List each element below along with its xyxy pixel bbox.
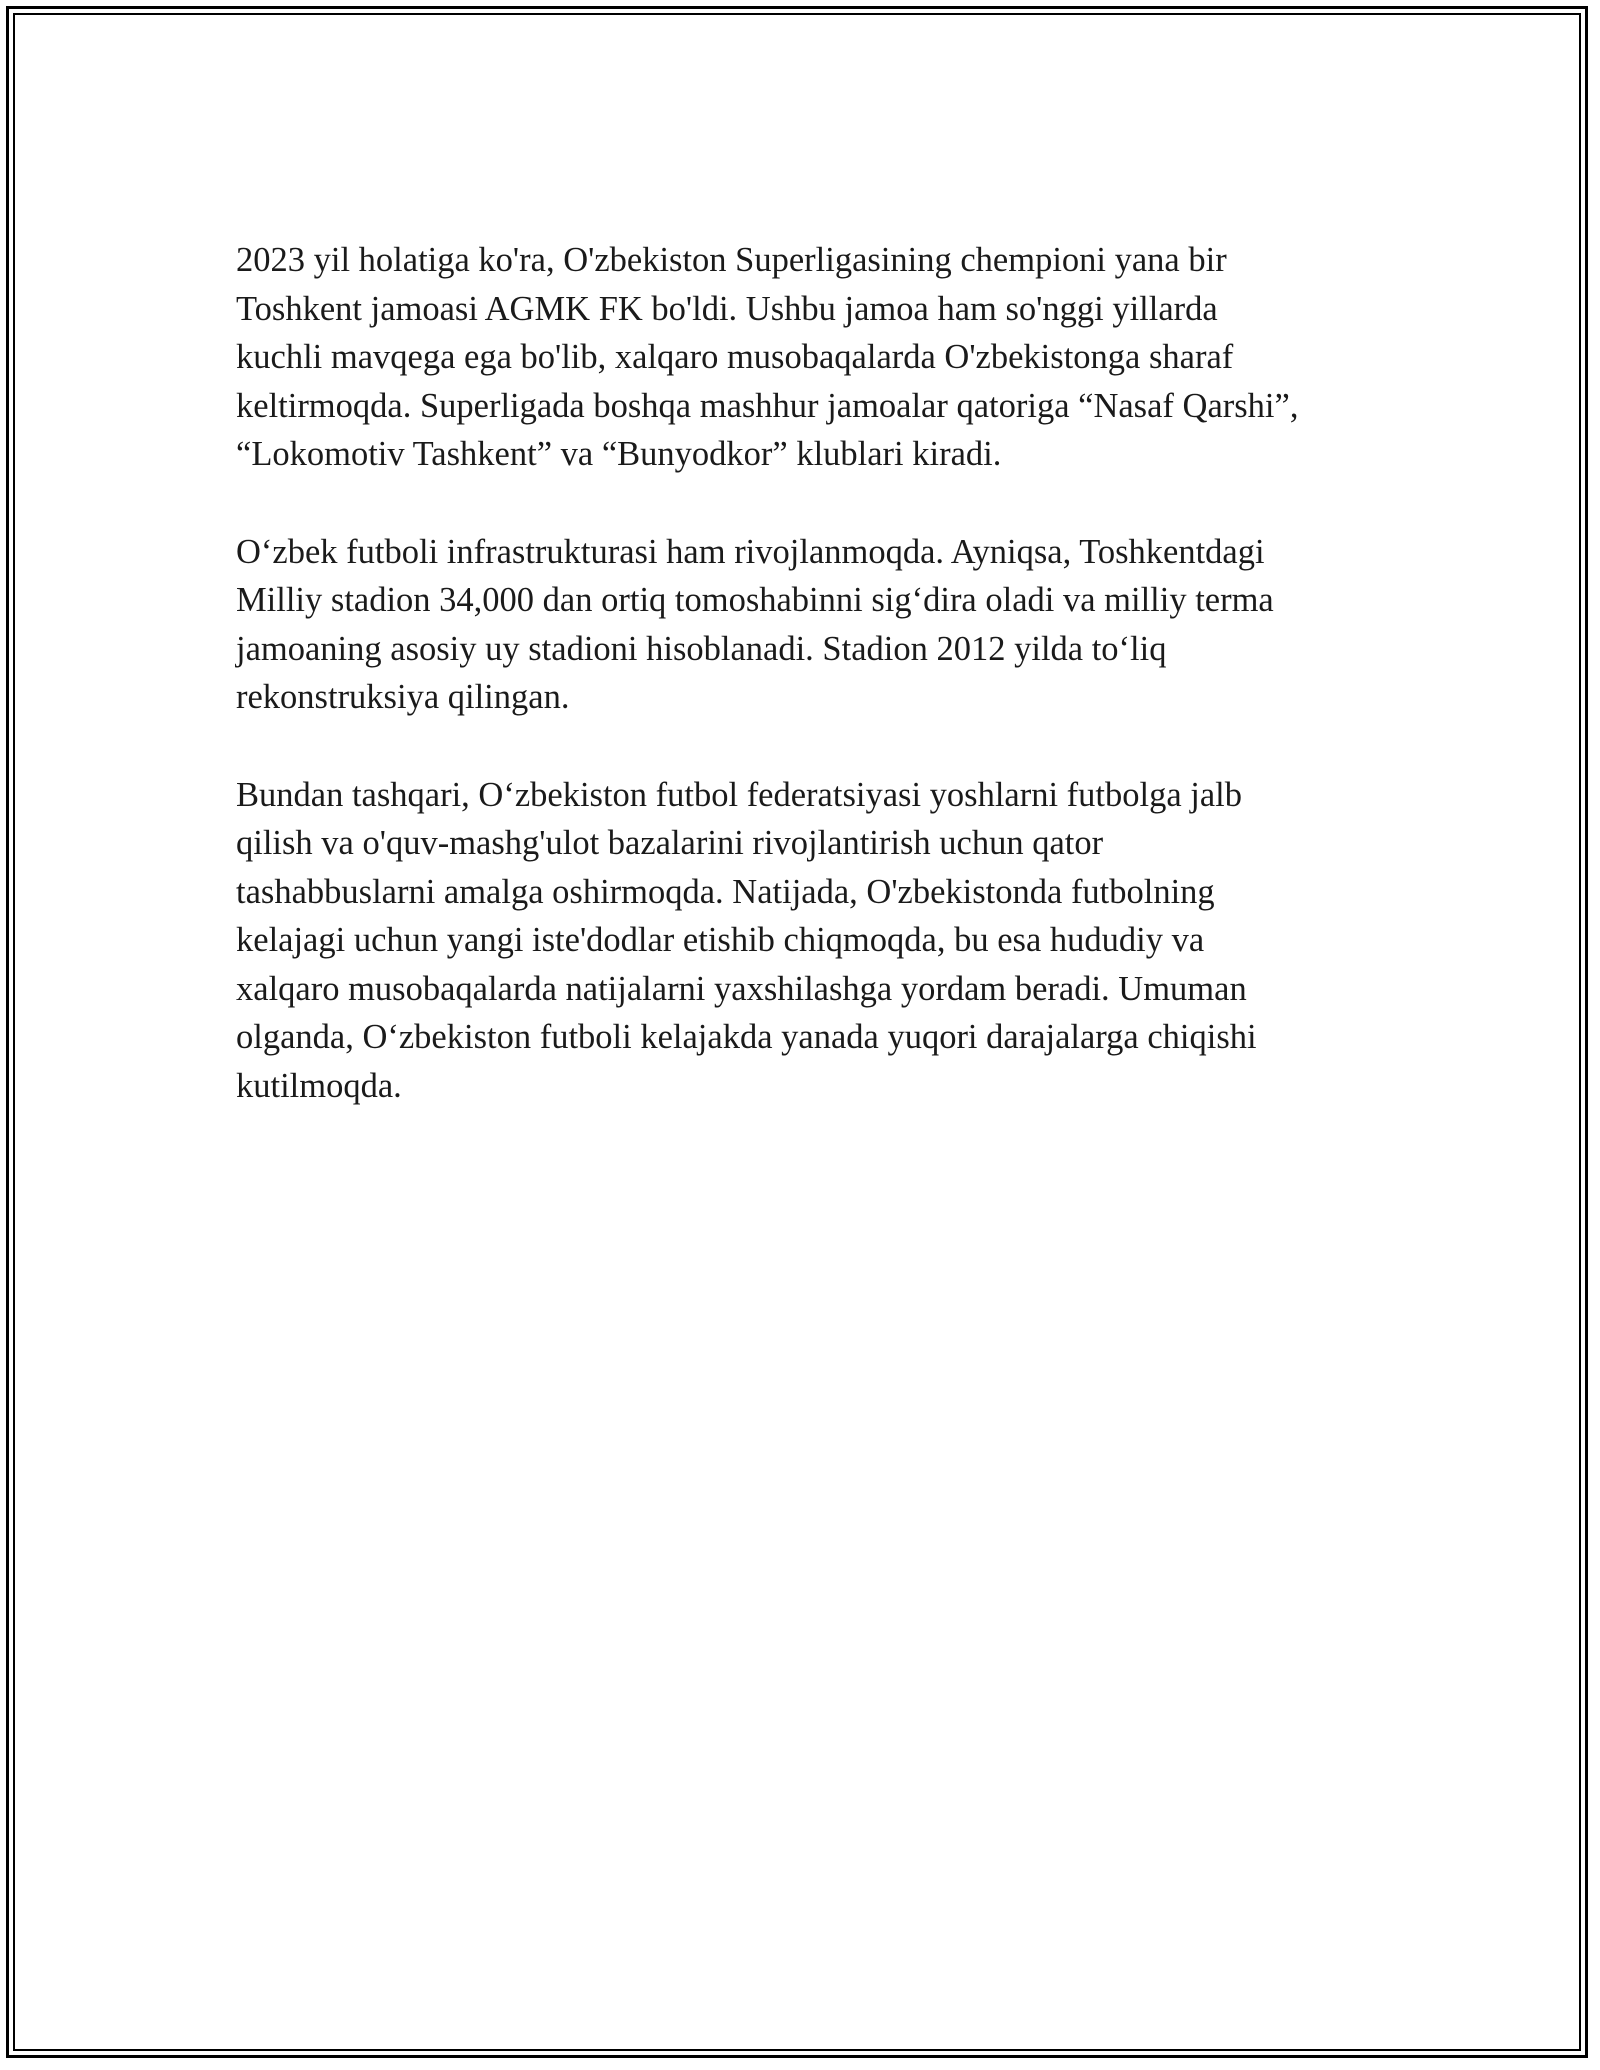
paragraph-federation: Bundan tashqari, O‘zbekiston futbol federatsiyasi yoshlarni futbolga jalb qilish va o'quv-mashg'ulot bazalarini rivojlantirish uchun qator tashabbuslarni amalga oshirmoqda. Natijada, O'zbekistonda futbolning kelajagi uchun yangi iste'dodlar etishib chiqmoqda, bu esa hududiy va xalqaro musobaqalarda natijalarni yaxshilashga yordam beradi. Umuman olganda, O‘zbekiston futboli kelajakda yanada yuqori darajalarga chiqishi kutilmoqda. xyxy=(236,775,1257,1105)
paragraph-superliga: 2023 yil holatiga ko'ra, O'zbekiston Superligasining chempioni yana bir Toshkent jamoasi AGMK FK bo'ldi. Ushbu jamoa ham so'nggi yillarda kuchli mavqega ega bo'lib, xalqaro musobaqalarda O'zbekistonga sharaf keltirmoqda. Superligada boshqa mashhur jamoalar qatoriga “Nasaf Qarshi”, “Lokomotiv Tashkent” va “Bunyodkor” klublari kiradi. xyxy=(236,241,1299,473)
paragraph-infrastructure: O‘zbek futboli infrastrukturasi ham rivojlanmoqda. Ayniqsa, Toshkentdagi Milliy stadion 34,000 dan ortiq tomoshabinni sig‘dira oladi va milliy terma jamoaning asosiy uy stadioni hisoblanadi. Stadion 2012 yilda to‘liq rekonstruksiya qilingan. xyxy=(236,532,1274,716)
document-body xyxy=(236,236,1386,1159)
